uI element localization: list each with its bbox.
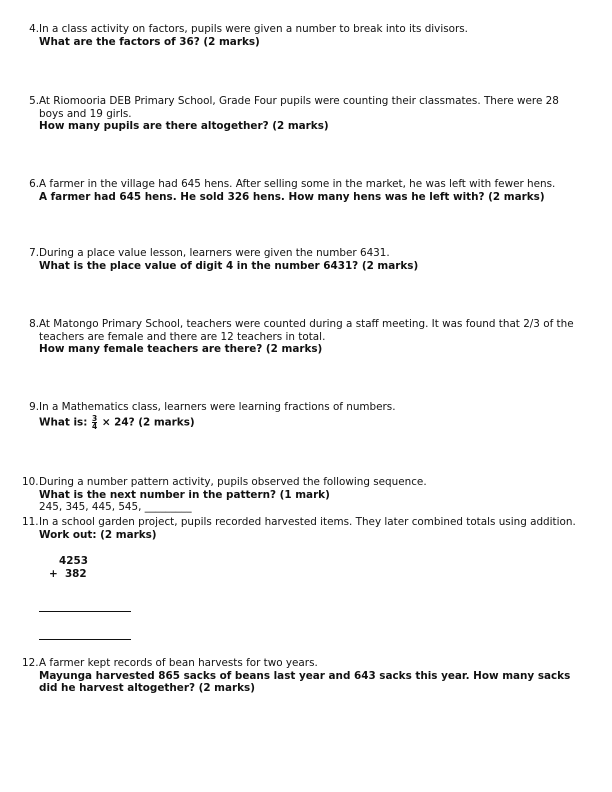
question-intro: In a school garden project, pupils recorded harvested items. They later combined totals using addition. — [39, 516, 576, 528]
question-number: 9. — [29, 401, 39, 413]
question-intro: At Matongo Primary School, teachers were counted during a staff meeting. It was found that 2/3 of the teachers are female and there are 12 teachers in total. — [39, 318, 574, 343]
question-number: 6. — [29, 178, 39, 190]
question-intro: In a Mathematics class, learners were learning fractions of numbers. — [39, 401, 396, 413]
question-prompt: A farmer had 645 hens. He sold 326 hens. How many hens was he left with? (2 marks) — [39, 190, 545, 203]
answer-line — [39, 611, 131, 612]
fraction-denominator: 4 — [91, 421, 98, 431]
question-7 — [22, 247, 582, 272]
question-intro: A farmer kept records of bean harvests for two years. — [39, 657, 318, 669]
question-prompt: What are the factors of 36? (2 marks) — [39, 35, 260, 48]
fraction — [92, 415, 97, 430]
addend-bottom: + 382 — [49, 568, 87, 580]
question-prompt: Mayunga harvested 865 sacks of beans last year and 643 sacks this year. How many sacks did he harvest altogether? (2 marks) — [39, 669, 571, 694]
question-prompt — [39, 415, 582, 430]
addition-problem — [49, 555, 582, 581]
question-intro: At Riomooria DEB Primary School, Grade Four pupils were counting their classmates. There were 28 boys and 19 girls. — [39, 95, 559, 120]
question-prompt: Work out: (2 marks) — [39, 528, 157, 541]
addend-top: 4253 — [59, 555, 88, 567]
question-number: 10. — [22, 476, 39, 488]
question-8 — [22, 318, 582, 356]
question-intro: During a place value lesson, learners were given the number 6431. — [39, 247, 390, 259]
question-intro: A farmer in the village had 645 hens. After selling some in the market, he was left with fewer hens. — [39, 178, 556, 190]
number-sequence: 245, 345, 445, 545, _________ — [39, 501, 192, 513]
question-6 — [22, 178, 582, 203]
question-number: 11. — [22, 516, 39, 528]
question-prompt: How many female teachers are there? (2 marks) — [39, 343, 323, 355]
question-prompt: How many pupils are there altogether? (2 marks) — [39, 120, 329, 132]
question-5 — [22, 95, 582, 133]
question-9 — [22, 401, 582, 430]
question-number: 7. — [29, 247, 39, 259]
question-prompt: What is the next number in the pattern? (1 mark) — [39, 488, 330, 501]
question-intro: In a class activity on factors, pupils were given a number to break into its divisors. — [39, 23, 468, 35]
question-number: 12. — [22, 657, 39, 669]
question-intro: During a number pattern activity, pupils observed the following sequence. — [39, 476, 427, 488]
question-12 — [22, 657, 582, 695]
question-number: 5. — [29, 95, 39, 107]
fraction-numerator: 3 — [91, 413, 98, 423]
question-number: 4. — [29, 23, 39, 35]
question-4 — [22, 23, 582, 48]
prompt-suffix: × 24? (2 marks) — [98, 416, 195, 428]
question-10 — [22, 476, 582, 514]
answer-line — [39, 639, 131, 640]
question-number: 8. — [29, 318, 39, 330]
question-11 — [22, 516, 582, 581]
question-prompt: What is the place value of digit 4 in the number 6431? (2 marks) — [39, 259, 419, 272]
prompt-prefix: What is: — [39, 416, 91, 428]
